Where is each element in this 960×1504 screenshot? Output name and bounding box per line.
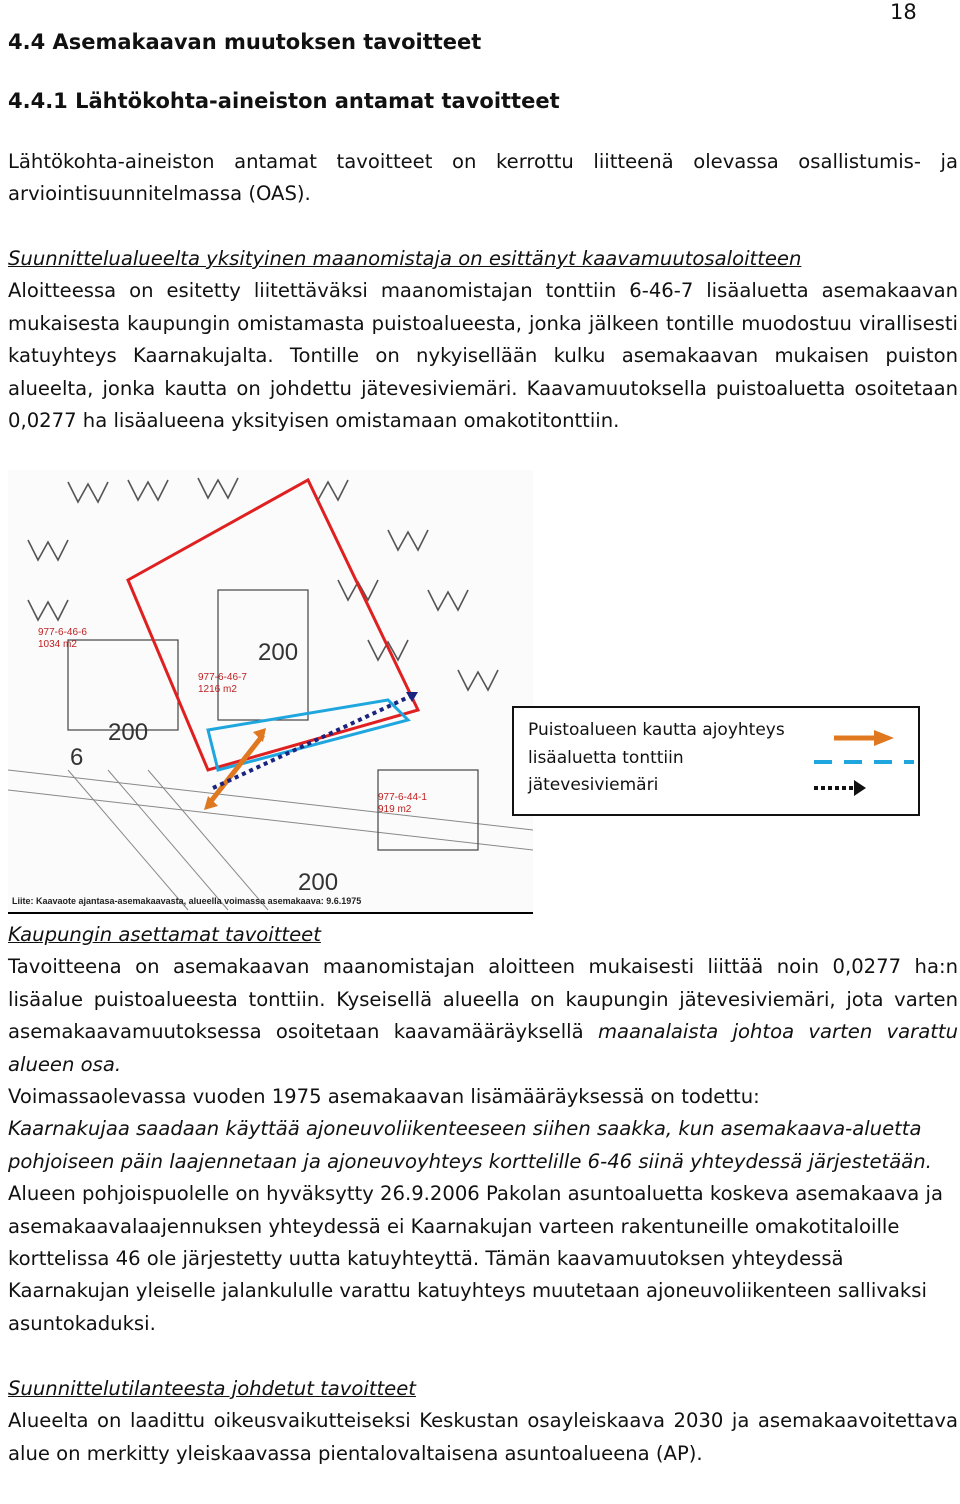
heading-sub: 4.4.1 Lähtökohta-aineiston antamat tavoitteet: [8, 89, 560, 113]
parcel-label-1: 977-6-46-6: [38, 627, 87, 638]
map-number-3: 200: [298, 869, 339, 896]
map-number-4: 6: [70, 744, 84, 771]
legend-symbols: [814, 718, 914, 808]
intro-text: Lähtökohta-aineiston antamat tavoitteet on kerrottu liitteenä olevassa osallistumis- ja arviointisuunnitelmassa (OAS).: [8, 150, 958, 206]
legend-label-addition: lisäaluetta tonttiin: [528, 748, 684, 768]
area-label-3: 919 m2: [378, 804, 412, 815]
city-goals-text-1: Tavoitteena on asemakaavan maanomistajan aloitteen mukaisesti liittää noin 0,0277 ha:n lisäalue puistoalueesta tonttiin. Kyseisellä alueella on kaupungin jätevesiviemäri, jota varten asemakaavamuutoksessa osoitetaan kaavamääräyksellä: [8, 955, 958, 1044]
map-source-note: Liite: Kaavaote ajantasa-asemakaavasta, alueella voimassa asemakaava: 9.6.1975: [12, 896, 362, 906]
planning-goals-section: [8, 1373, 958, 1470]
heading-main: 4.4 Asemakaavan muutoksen tavoitteet: [8, 30, 482, 54]
city-goals-text-3: Alueen pohjoispuolelle on hyväksytty 26.9.2006 Pakolan asuntoaluetta koskeva asemakaava ja asemakaavalaajennuksen yhteydessä ei Kaarnakujan varteen rakentuneille omakotitaloille korttelissa 46 ole järjestetty uutta katuyhteyttä. Tämän kaavamuutoksen yhteydessä Kaarnakujan yleiselle jalankululle varattu katuyhteys muutetaan ajoneuvoliikenteen sallivaksi asuntokaduksi.: [8, 1182, 943, 1335]
area-label-2: 1216 m2: [198, 684, 237, 695]
initiative-title: Suunnittelualueelta yksityinen maanomistaja on esittänyt kaavamuutosaloitteen: [8, 247, 802, 270]
map-number-1: 200: [258, 639, 299, 666]
city-goals-section: [8, 919, 958, 1340]
city-goals-text-3-italic: Kaarnakujaa saadaan käyttää ajoneuvoliikenteeseen siihen saakka, kun asemakaava-aluetta pohjoiseen päin laajennetaan ja ajoneuvoyhteys korttelille 6-46 siinä yhteydessä järjestetään.: [8, 1117, 932, 1173]
arrow-orange-icon: [834, 730, 894, 746]
city-goals-text-2: Voimassaolevassa vuoden 1975 asemakaavan lisämääräyksessä on todettu:: [8, 1085, 760, 1109]
dotted-arrow-icon: [814, 780, 866, 796]
planning-goals-text: Alueelta on laadittu oikeusvaikutteiseksi Keskustan osayleiskaava 2030 ja asemakaavoitettava alue on merkitty yleiskaavassa pientalovaltaisena asuntoalueena (AP).: [8, 1409, 958, 1465]
planning-goals-title: Suunnittelutilanteesta johdetut tavoitteet: [8, 1377, 416, 1400]
parcel-label-2: 977-6-46-7: [198, 672, 247, 683]
map-number-2: 200: [108, 719, 149, 746]
intro-paragraph: [8, 146, 958, 211]
parcel-label-3: 977-6-44-1: [378, 792, 427, 803]
plan-map-drawing: [8, 470, 533, 912]
city-goals-title: Kaupungin asettamat tavoitteet: [8, 923, 321, 946]
page-number: 18: [890, 0, 917, 24]
area-label-1: 1034 m2: [38, 639, 77, 650]
city-goals-text-1-italic: maanalaista johtoa varten varattu alueen osa.: [8, 1020, 959, 1076]
legend-label-sewer: jätevesiviemäri: [528, 775, 659, 795]
map-legend: [512, 706, 920, 816]
legend-label-access: Puistoalueen kautta ajoyhteys: [528, 720, 785, 740]
initiative-text: Aloitteessa on esitetty liitettäväksi maanomistajan tonttiin 6-46-7 lisäaluetta asemakaavan mukaisesta kaupungin omistamasta puistoalueesta, jonka jälkeen tontille muodostuu virallisesti katuyhteys Kaarnakujalta. Tontille on nykyisellään kulku asemakaavan mukaisen puiston alueelta, jonka kautta on johdettu jätevesiviemäri. Kaavamuutoksella puistoaluetta osoitetaan 0,0277 ha lisäalueena yksityisen omistamaan omakotitonttiin.: [8, 279, 958, 433]
plan-map: [8, 470, 533, 914]
initiative-section: [8, 243, 958, 437]
